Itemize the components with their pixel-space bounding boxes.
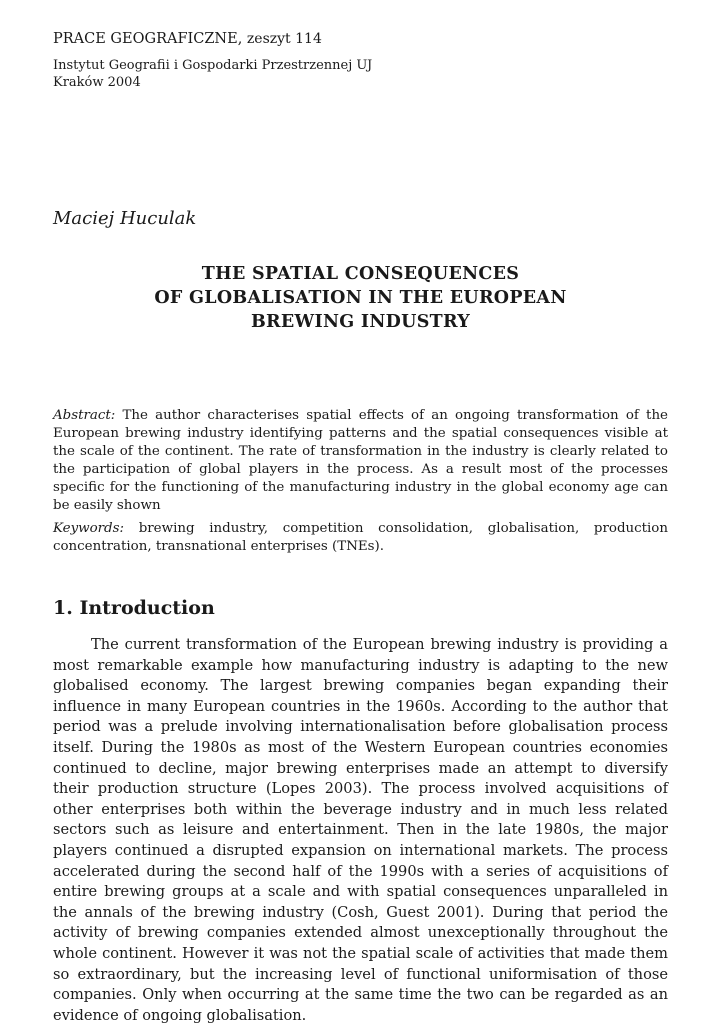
journal-name: PRACE GEOGRAFICZNE, <box>53 31 243 47</box>
abstract <box>53 407 668 515</box>
institute-block <box>53 57 668 91</box>
abstract-text: The author characterises spatial effects of an ongoing transformation of the European brewing industry identifying patterns and the spatial consequences visible at the scale of the continent. The rate of transformation in the industry is clearly related to the participation of global players in the process. As a result most of the processes specific for the functioning of the manufacturing industry in the global economy age can be easily shown <box>53 408 668 513</box>
keywords <box>53 520 668 556</box>
author-name: Maciej Huculak <box>53 208 197 229</box>
title-line-3: BREWING INDUSTRY <box>250 312 471 332</box>
title-line-1: THE SPATIAL CONSEQUENCES <box>201 264 520 284</box>
keywords-text: brewing industry, competition consolidation, globalisation, production concentration, transnational enterprises (TNEs). <box>53 521 668 554</box>
institute-name: Instytut Geografii i Gospodarki Przestrzennej UJ <box>53 58 373 73</box>
section-heading: 1. Introduction <box>53 597 215 619</box>
title-line-2: OF GLOBALISATION IN THE EUROPEAN <box>154 288 567 308</box>
abstract-label: Abstract: <box>53 408 116 423</box>
keywords-label: Keywords: <box>53 521 125 536</box>
journal-issue: zeszyt 114 <box>246 31 322 47</box>
paper-page <box>53 30 668 1024</box>
paper-title <box>53 262 668 334</box>
body-paragraph: The current transformation of the European brewing industry is providing a most remarkable example how manufacturing industry is adapting to the new globalised economy. The largest brewing companies began expanding their influence in many European countries in the 1960s. According to the author that period was a prelude involving internationalisation before globalisation process itself. During the 1980s as most of the Western European countries economies continued to decline, major brewing enterprises made an attempt to diversify their production structure (Lopes 2003). The process involved acquisitions of other enterprises both within the beverage industry and in much less related sectors such as leisure and entertainment. Then in the late 1980s, the major players continued a disrupted expansion on international markets. The process accelerated during the second half of the 1990s with a series of acquisitions of entire brewing groups at a scale and with spatial consequences unparalleled in the annals of the brewing industry (Cosh, Guest 2001). During that period the activity of brewing companies extended almost unexceptionally throughout the whole continent. However it was not the spatial scale of activities that made them so extraordinary, but the increasing level of functional uniformisation of those companies. Only when occurring at the same time the two can be regarded as an evidence of ongoing globalisation. <box>53 636 668 1024</box>
journal-header <box>53 30 668 48</box>
place-year: Kraków 2004 <box>53 75 141 90</box>
